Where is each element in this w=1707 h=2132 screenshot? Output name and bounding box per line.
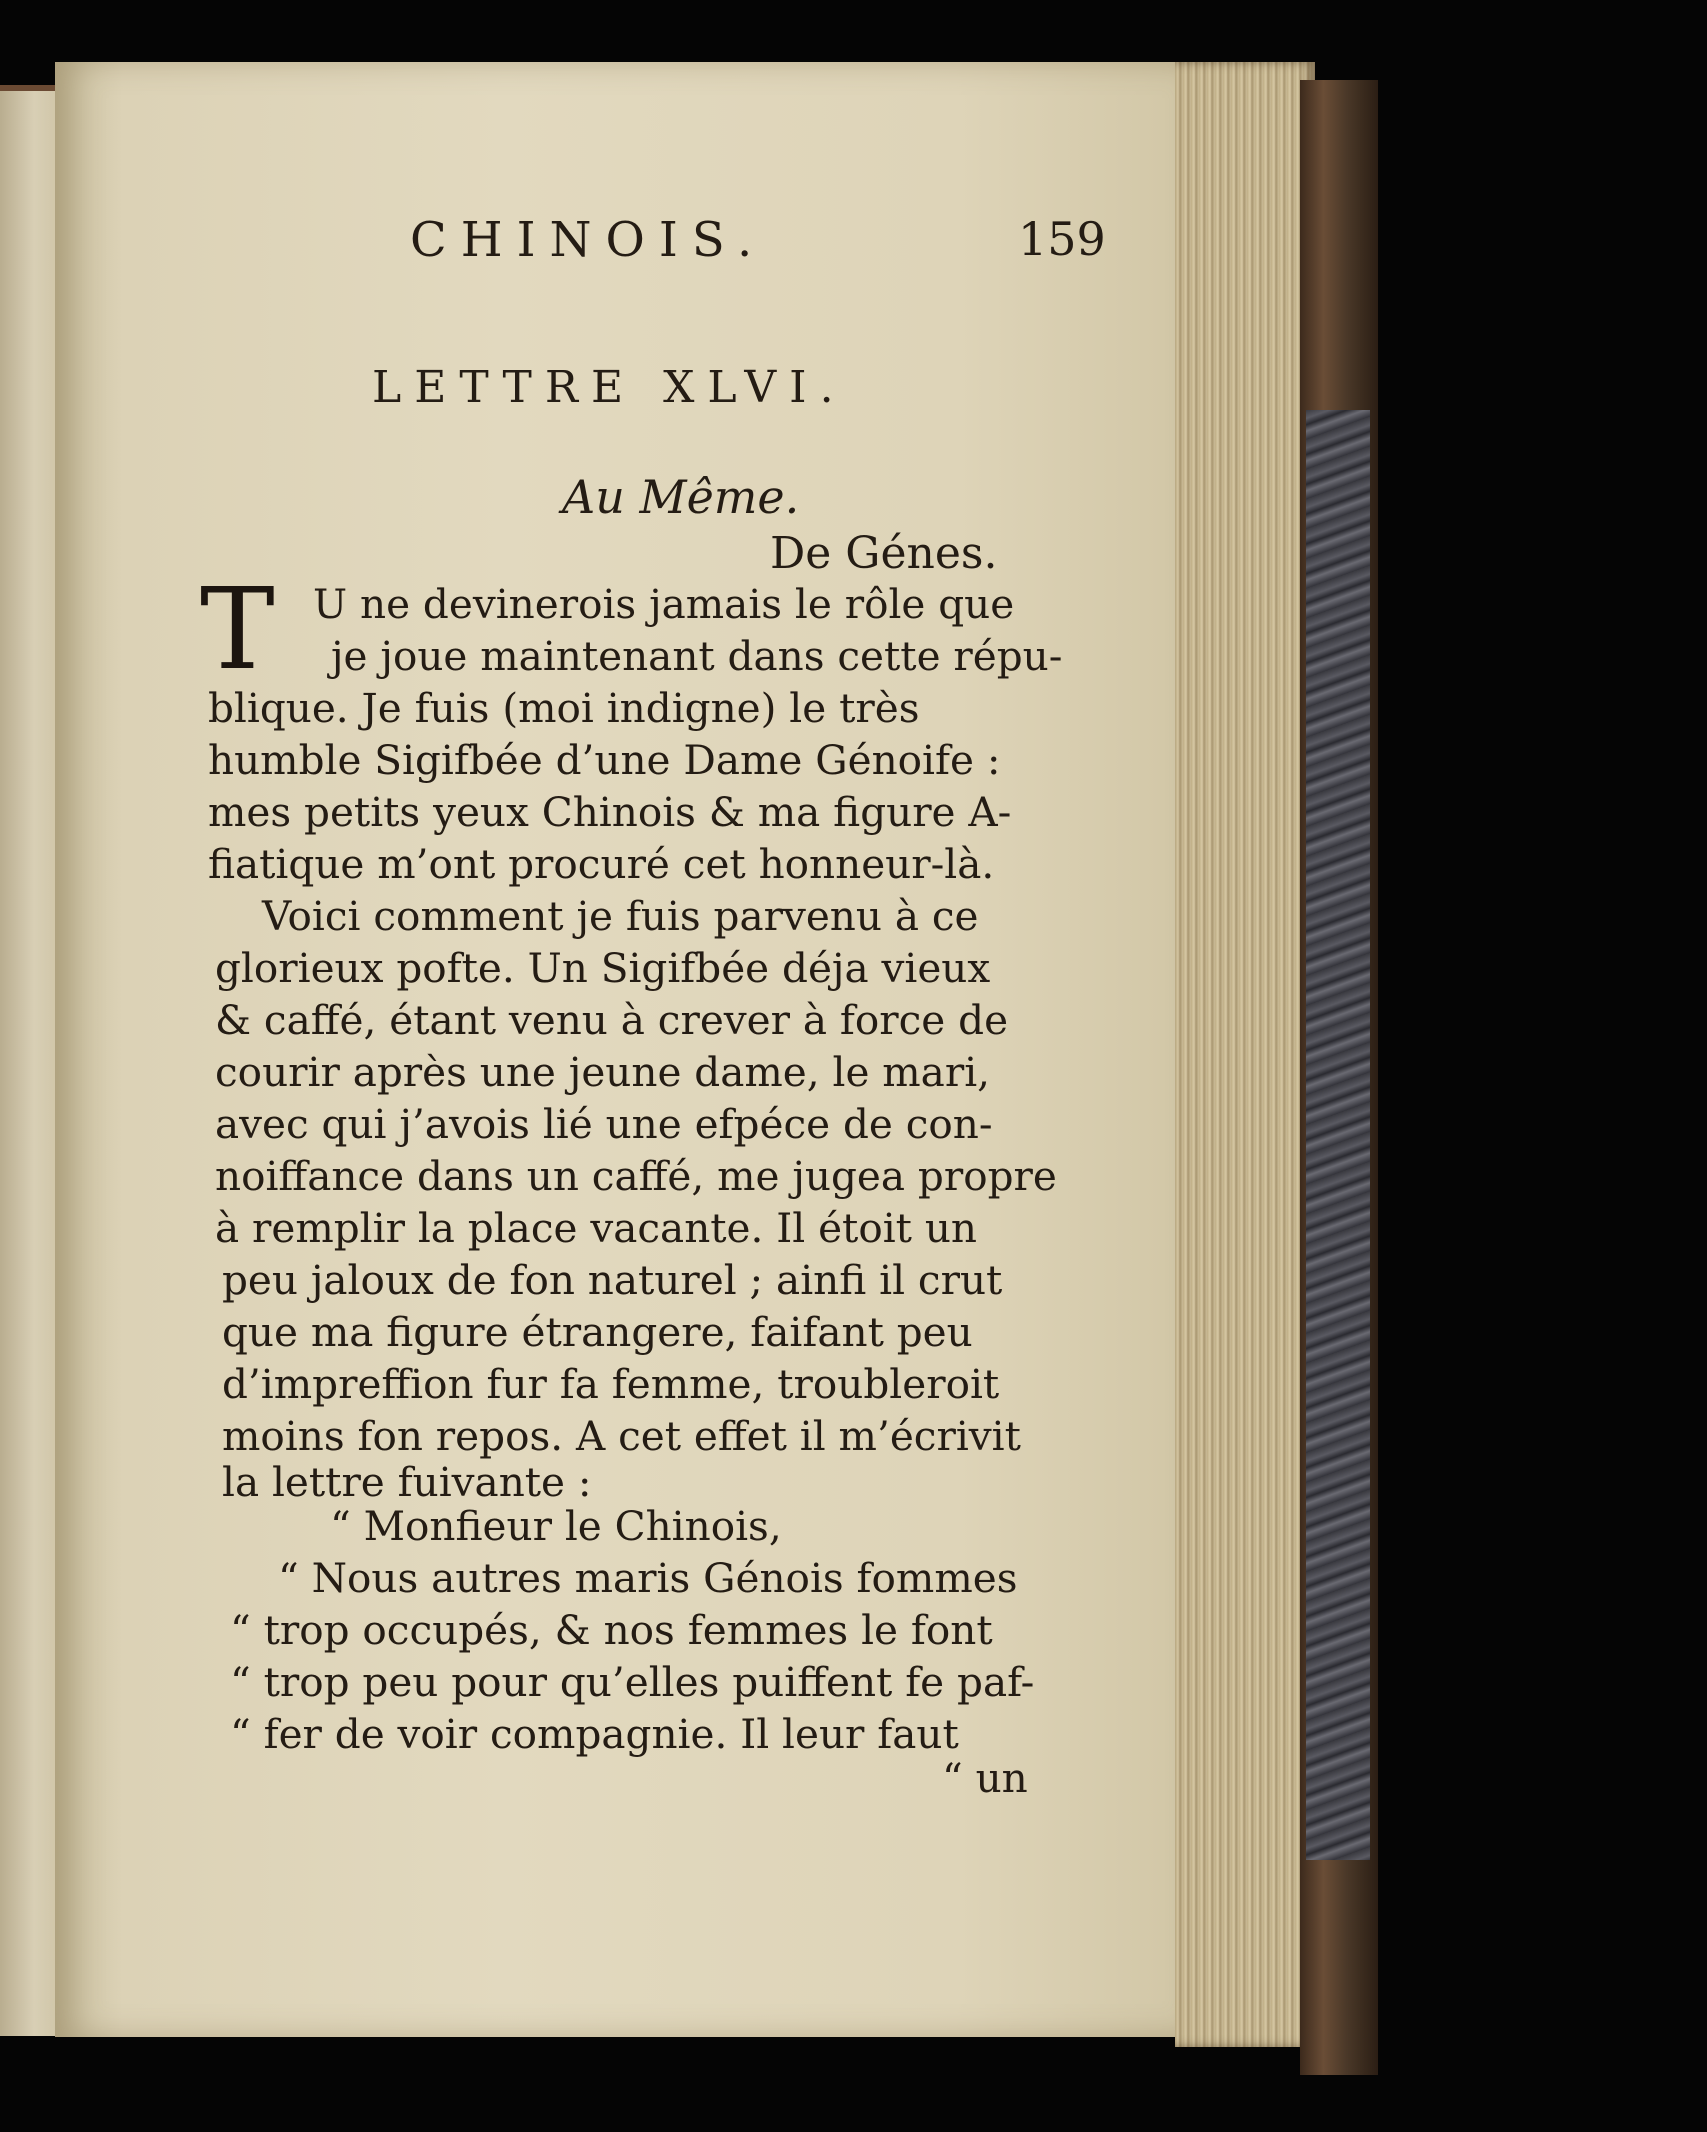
body-line: U ne devinerois jamais le rôle que (313, 580, 1015, 628)
facing-page-edge (0, 85, 62, 2036)
place-line: De Génes. (770, 528, 998, 579)
body-line: d’impreffion fur fa femme, troubleroit (222, 1360, 1000, 1408)
catchword: “ un (942, 1754, 1028, 1802)
body-line: “ Nous autres maris Génois fommes (278, 1554, 1018, 1602)
body-line: courir après une jeune dame, le mari, (215, 1048, 991, 1096)
page-edges (1175, 62, 1315, 2047)
body-line: “ trop occupés, & nos femmes le font (230, 1606, 993, 1654)
book-cover (1300, 80, 1378, 2075)
body-line: “ trop peu pour qu’elles puiffent fe paf- (230, 1658, 1035, 1706)
body-line: “ Monfieur le Chinois, (330, 1502, 782, 1550)
letter-title: LETTRE XLVI. (372, 362, 847, 413)
body-line: mes petits yeux Chinois & ma figure A- (208, 788, 1012, 836)
running-head: CHINOIS. (410, 212, 767, 268)
body-line: & caffé, étant venu à crever à force de (215, 996, 1009, 1044)
body-line: humble Sigifbée d’une Dame Génoife : (208, 736, 1001, 784)
marbled-board (1306, 410, 1370, 1860)
body-line: peu jaloux de fon naturel ; ainfi il crut (222, 1256, 1003, 1304)
body-line: noiffance dans un caffé, me jugea propre (215, 1152, 1057, 1200)
body-line: je joue maintenant dans cette répu- (331, 632, 1063, 680)
body-line: Voici comment je fuis parvenu à ce (262, 892, 979, 940)
body-line: “ fer de voir compagnie. Il leur faut (230, 1710, 959, 1758)
body-line: moins fon repos. A cet effet il m’écrivit (222, 1412, 1021, 1460)
body-line: à remplir la place vacante. Il étoit un (215, 1204, 977, 1252)
page-number: 159 (1018, 212, 1106, 266)
drop-cap: T (200, 565, 275, 695)
body-line: glorieux pofte. Un Sigifbée déja vieux (215, 944, 991, 992)
body-line: blique. Je fuis (moi indigne) le très (208, 684, 920, 732)
body-line: avec qui j’avois lié une efpéce de con- (215, 1100, 993, 1148)
body-line: que ma figure étrangere, faifant peu (222, 1308, 973, 1356)
body-line: la lettre fuivante : (222, 1458, 592, 1506)
body-line: fiatique m’ont procuré cet honneur-là. (208, 840, 995, 888)
addressee: Au Même. (562, 470, 800, 524)
